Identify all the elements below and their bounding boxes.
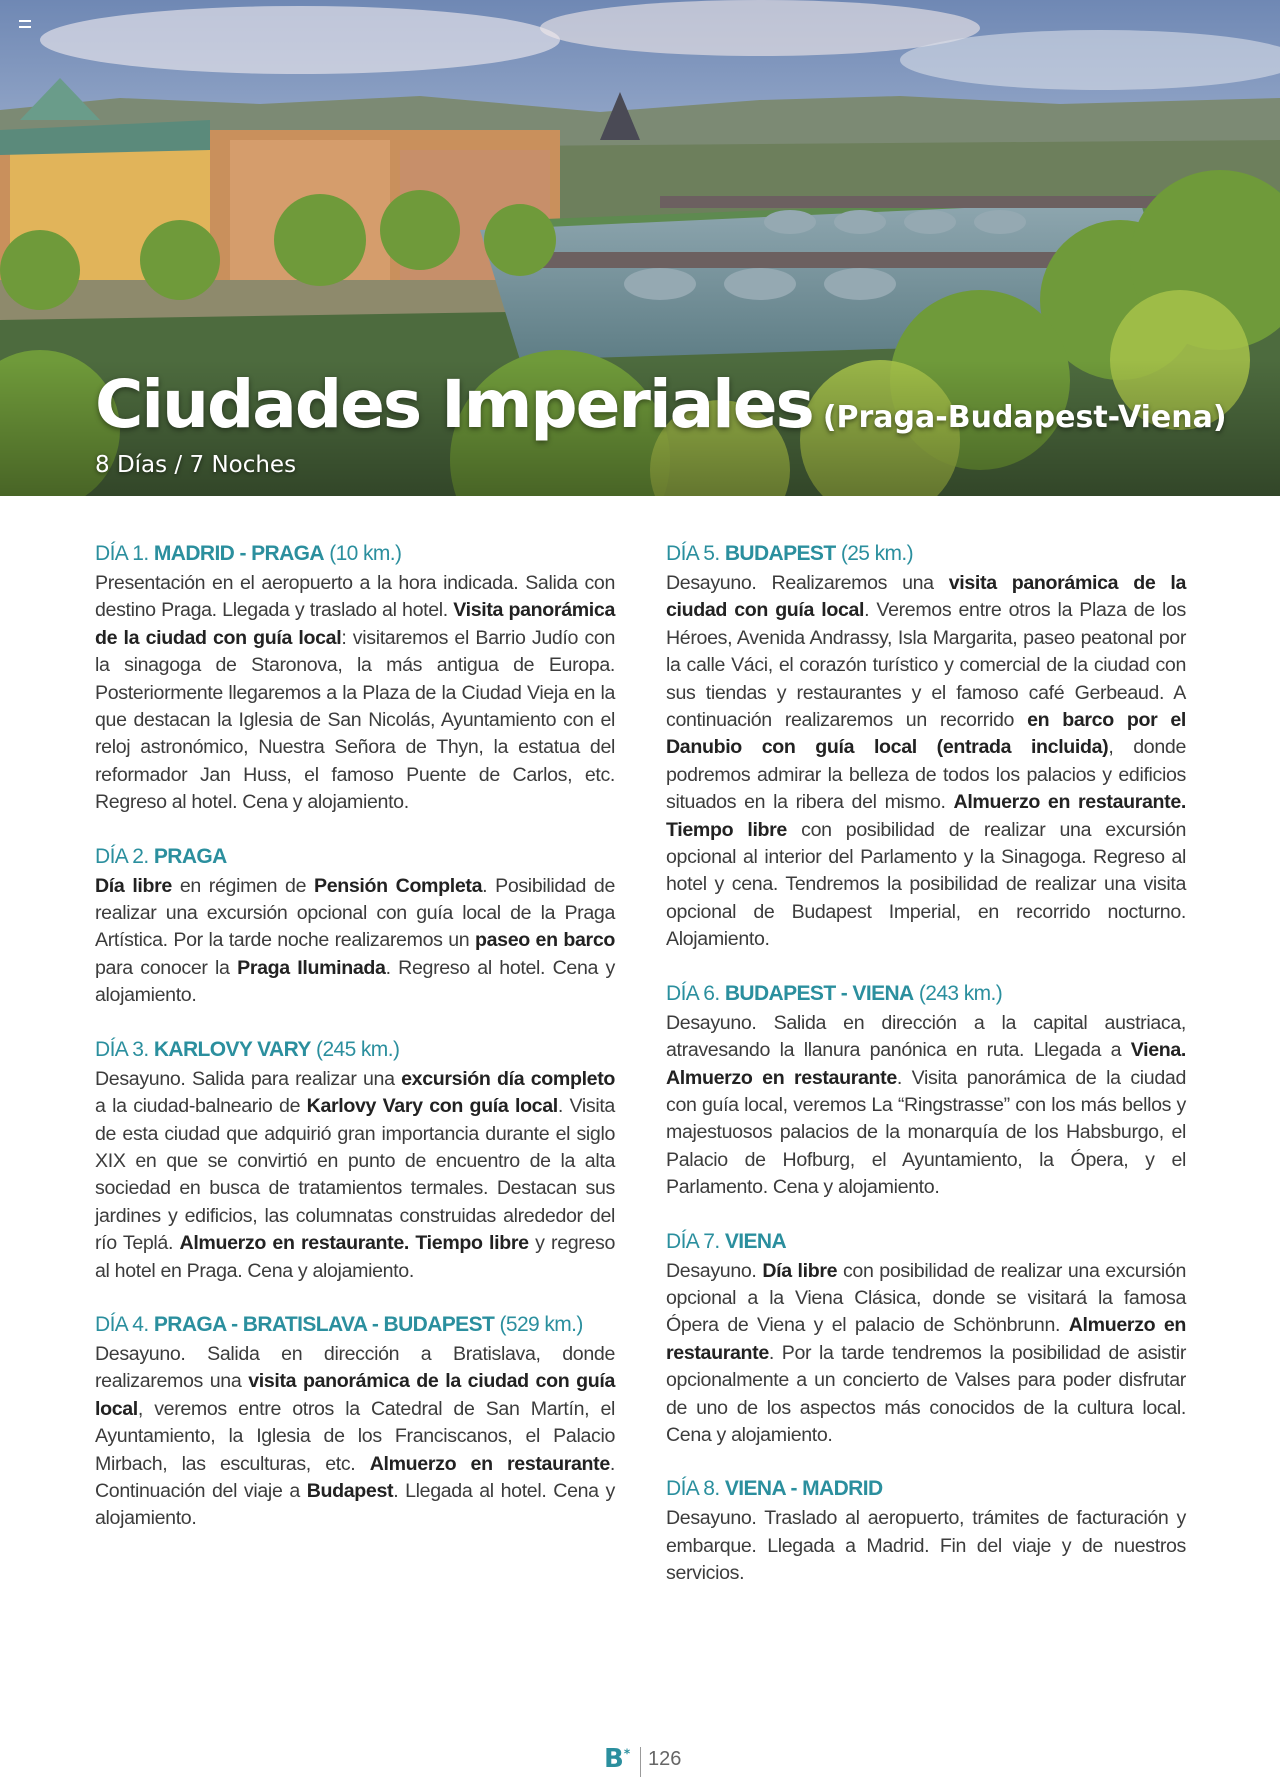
description-text: con posibilidad de realizar una excursión opcional al interior del Parlamento y la Sinagoga. Regreso al hotel y cena. Tendremos la posibilidad de realizar una visita opcional de Budapest Imperial, en recorrido nocturno. Alojamiento. [666,818,1186,951]
description-text: . Por la tarde tendremos la posibilidad de asistir opcionalmente a un concierto de Valses para poder disfrutar de uno de los aspectos más conocidos de la cultura local. Cena y alojamiento. [666,1341,1186,1446]
day-route: BUDAPEST - VIENA [724,981,914,1005]
description-text: . Visita de esta ciudad que adquirió gran importancia durante el siglo XIX en que se convirtió en punto de encuentro de la alta sociedad en busca de tratamientos termales. Destacan sus jardines y edificios, las columnatas construidas alrededor del río Teplá. [95,1095,615,1255]
day-description [95,873,615,1010]
description-text: . Continuación del viaje a [95,1452,615,1502]
day-heading [95,843,615,871]
day-route: BUDAPEST [724,542,836,565]
hero-heading [95,366,1227,443]
day-distance: (25 km.) [840,542,914,565]
highlight-text: Almuerzo en restaurante. Tiempo libre [179,1232,529,1255]
day-number: DÍA 3. [95,1037,149,1061]
day-description [95,1066,615,1285]
itinerary-day [666,980,1186,1202]
day-route: KARLOVY VARY [153,1037,311,1061]
description-text: : visitaremos el Barrio Judío con la sinagoga de Staronova, la más antigua de Europa. Posteriormente llegaremos a la Plaza de la Ciudad Vieja en la que destacan la Iglesia de San Nicolás, Ayuntamiento con el reloj astronómico, Nuestra Señora de Thyn, la estatua del reformador Jan Huss, el famoso Puente de Carlos, etc. Regreso al hotel. Cena y alojamiento. [95,626,615,814]
description-text: , veremos entre otros la Catedral de San Martín, el Ayuntamiento, la Iglesia de los Franciscanos, el Palacio Mirbach, las esculturas, etc. [95,1397,615,1475]
itinerary-day [95,1036,615,1285]
itinerary-column-left [95,540,615,1559]
day-distance: (529 km.) [499,1312,583,1336]
highlight-text: Pensión Completa [314,874,483,897]
day-description [95,1341,615,1533]
highlight-text: excursión día completo [401,1067,615,1090]
day-heading [666,1475,1186,1503]
day-number: DÍA 8. [666,1477,720,1501]
description-text: . Llegada al hotel. Cena y alojamiento. [95,1479,615,1530]
day-route: MADRID - PRAGA [153,542,324,565]
itinerary-day [666,1228,1186,1450]
day-description [666,570,1186,954]
day-description [666,1010,1186,1202]
description-text: en régimen de [171,874,314,897]
page-title: Ciudades Imperiales [95,366,813,443]
page-subtitle: (Praga-Budapest-Viena) [822,400,1227,435]
description-text: Desayuno. [666,1259,763,1282]
highlight-text: Almuerzo en restaurante [369,1452,610,1475]
highlight-text: Almuerzo en restaurante [666,1066,897,1089]
itinerary-day [666,1475,1186,1587]
description-text: Desayuno. Traslado al aeropuerto, trámites de facturación y embarque. Llegada a Madrid. Fin del viaje y de nuestros servicios. [666,1507,1186,1585]
day-number: DÍA 1. [95,542,149,565]
description-text: Desayuno. Salida en dirección a la capital austriaca, atravesando la llanura panónica en ruta. Llegada a [666,1011,1186,1062]
highlight-text: Praga Iluminada [237,956,386,979]
day-heading [666,980,1186,1008]
description-text: Presentación en el aeropuerto a la hora indicada. Salida con destino Praga. Llegada y traslado al hotel. [95,572,615,622]
description-text: . Posibilidad de realizar una excursión opcional con guía local de la Praga Artística. Por la tarde noche realizaremos un [95,874,615,952]
day-number: DÍA 7. [666,1229,720,1253]
highlight-text: Karlovy Vary con guía local [306,1095,558,1118]
highlight-text: Budapest [306,1479,394,1502]
description-text: Desayuno. Salida en dirección a Bratislava, donde realizaremos una [95,1342,615,1393]
highlight-text: visita panorámica de la ciudad con guía local [666,572,1187,622]
description-text: . Visita panorámica de la ciudad con guía local, veremos La “Ringstrasse” con los más bellos y majestuosos palacios de la monarquía de los Habsburgo, el Palacio de Hofburg, el Ayuntamiento, la Ópera, y el Parlamento. Cena y alojamiento. [666,1066,1186,1199]
day-heading [666,540,1186,568]
description-text: , donde podremos admirar la belleza de todos los palacios y edificios situados en la ribera del mismo. [666,736,1186,814]
highlight-text: paseo en barco [475,929,615,952]
day-description [666,1258,1186,1450]
day-description [666,1505,1186,1587]
description-text: . Regreso al hotel. Cena y alojamiento. [95,956,615,1007]
day-number: DÍA 5. [666,542,720,565]
highlight-text: Almuerzo en restaurante. Tiempo libre [666,791,1186,841]
day-heading [95,1036,615,1064]
description-text: y regreso al hotel en Praga. Cena y alojamiento. [95,1232,615,1282]
highlight-text: en barco por el Danubio con guía local (entrada incluida) [666,709,1186,759]
day-heading [95,1311,615,1339]
description-text: con posibilidad de realizar una excursión opcional a la Viena Clásica, donde se visitará la famosa Ópera de Viena y el palacio de Schönbrunn. [666,1259,1187,1337]
day-route: PRAGA - BRATISLAVA - BUDAPEST [153,1312,495,1336]
hero-banner [0,0,1280,496]
highlight-text: visita panorámica de la ciudad con guía local [95,1370,615,1420]
day-distance: (10 km.) [329,542,402,565]
description-text: a la ciudad-balneario de [95,1095,307,1118]
day-number: DÍA 4. [95,1312,149,1336]
itinerary-day [95,843,615,1010]
description-text: Desayuno. Salida para realizar una [95,1067,402,1090]
description-text: . Veremos entre otros la Plaza de los Héroes, Avenida Andrassy, Isla Margarita, paseo peatonal por la calle Váci, el corazón turístico y comercial de la ciudad con sus tiendas y restaurantes y el famoso café Gerbeaud. A continuación realizaremos un recorrido [666,599,1187,732]
highlight-text: Día libre [762,1259,838,1282]
day-distance: (245 km.) [316,1037,400,1061]
day-description [95,570,615,817]
highlight-text: Almuerzo en restaurante [666,1314,1187,1364]
brand-logo: B* [604,1744,631,1774]
itinerary-column-right [666,540,1186,1614]
day-route: PRAGA [153,844,227,868]
itinerary-day [95,540,615,817]
day-distance: (243 km.) [918,981,1003,1005]
itinerary-day [95,1311,615,1533]
day-heading [95,540,615,568]
footer-divider [640,1747,641,1777]
highlight-text: Viena. [1130,1039,1186,1062]
itinerary-day [666,540,1186,954]
day-route: VIENA [724,1229,787,1253]
description-text: Desayuno. Realizaremos una [666,572,949,594]
description-text: para conocer la [95,956,238,979]
day-heading [666,1228,1186,1256]
day-number: DÍA 2. [95,844,149,868]
highlight-text: Día libre [95,874,172,897]
highlight-text: Visita panorámica de la ciudad con guía local [95,599,616,649]
day-route: VIENA - MADRID [724,1477,883,1501]
trip-duration: 8 Días / 7 Noches [95,452,297,478]
menu-icon [19,20,31,28]
day-number: DÍA 6. [666,981,720,1005]
page-number: 126 [648,1748,682,1770]
